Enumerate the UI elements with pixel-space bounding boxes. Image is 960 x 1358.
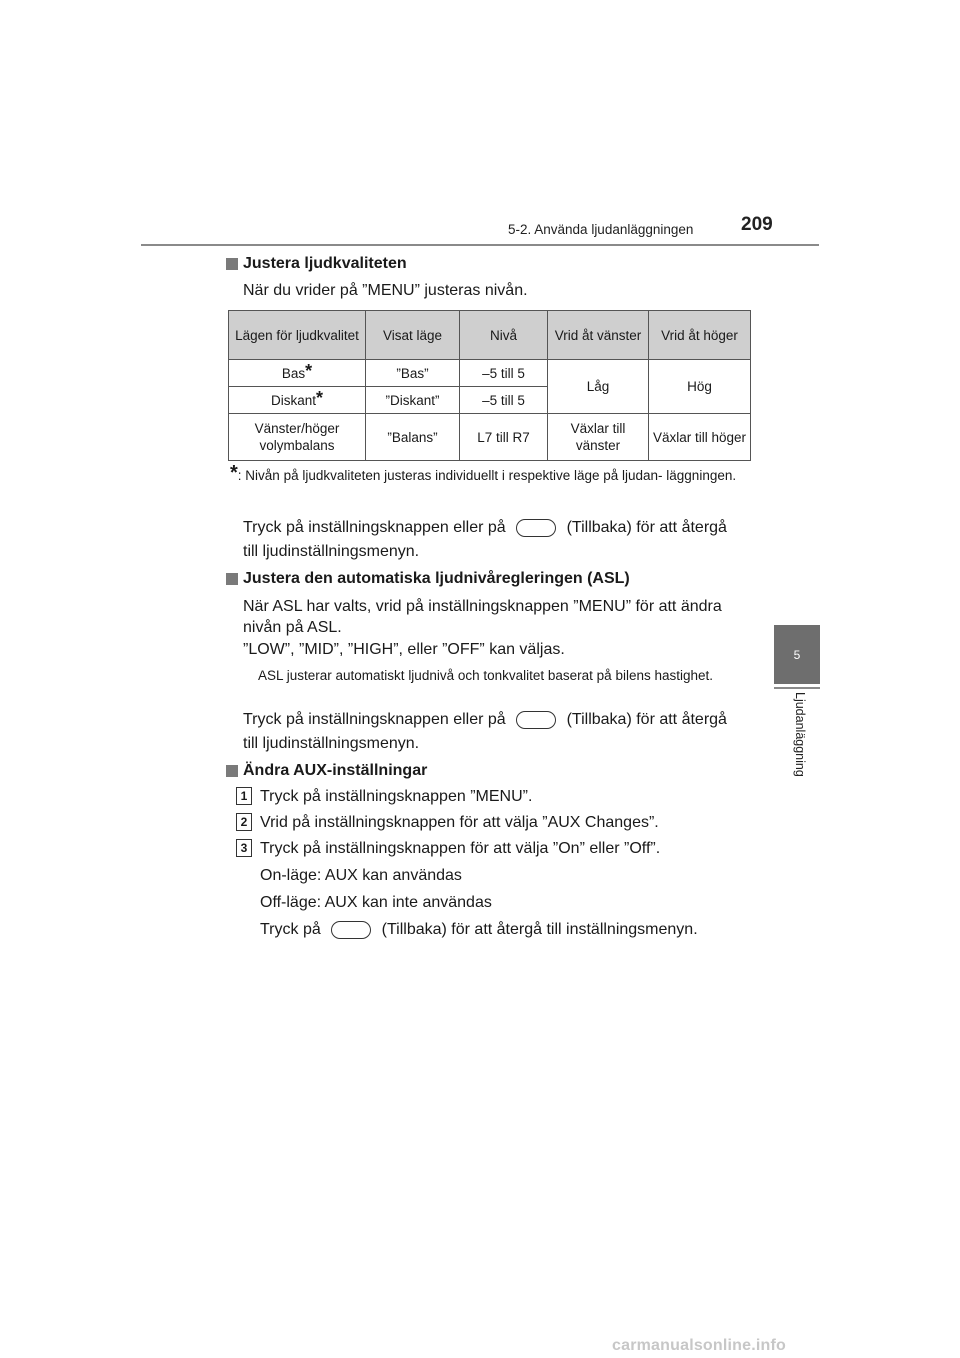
- chapter-tab-divider: [774, 687, 820, 689]
- asl-line-1: När ASL har valts, vrid på inställningsknappen ”MENU” för att ändra: [243, 598, 722, 615]
- step-text-2: Vrid på inställningsknappen för att välja ”AUX Changes”.: [260, 814, 659, 831]
- footnote-star: *: [316, 387, 324, 408]
- section-title: Ändra AUX-inställningar: [243, 762, 428, 779]
- instruction-text: Tryck på: [260, 921, 321, 938]
- table-cell: –5 till 5: [460, 360, 548, 387]
- table-header-cell: Vrid åt vänster: [548, 311, 649, 360]
- section-title: Justera ljudkvaliteten: [243, 255, 407, 272]
- table-header-cell: Lägen för ljudkvalitet: [229, 311, 366, 360]
- aux-on-mode: On-läge: AUX kan användas: [260, 867, 462, 884]
- table-header-row: [229, 311, 751, 360]
- quality-back-instruction: [243, 516, 745, 540]
- table-cell: ”Balans”: [366, 414, 460, 461]
- footnote-text: : Nivån på ljudkvaliteten justeras individuellt i respektive läge på ljudan- läggningen.: [237, 468, 737, 483]
- table-cell: Växlar till höger: [649, 414, 751, 461]
- instruction-text: (Tillbaka) för att återgå till inställningsmenyn.: [381, 921, 698, 938]
- section-heading-aux: [226, 762, 427, 780]
- quality-back-instruction-line2: till ljudinställningsmenyn.: [243, 543, 420, 560]
- table-row: [229, 414, 751, 461]
- header-divider: [141, 244, 819, 246]
- watermark: carmanualsonline.info: [612, 1337, 787, 1354]
- square-bullet-icon: [226, 765, 238, 777]
- step-number-2: 2: [236, 813, 252, 831]
- asl-note: ASL justerar automatiskt ljudnivå och tonkvalitet baserat på bilens hastighet.: [258, 668, 714, 683]
- step-number-3: 3: [236, 839, 252, 857]
- instruction-text: (Tillbaka) för att återgå: [566, 711, 727, 728]
- instruction-text: Tryck på inställningsknappen eller på: [243, 519, 506, 536]
- step-text-1: Tryck på inställningsknappen ”MENU”.: [260, 788, 533, 805]
- section-title: Justera den automatiska ljudnivåregleringen (ASL): [243, 570, 630, 587]
- table-cell: Låg: [548, 360, 649, 414]
- asl-line-3: ”LOW”, ”MID”, ”HIGH”, eller ”OFF” kan väljas.: [243, 641, 565, 658]
- mode-name: Diskant: [270, 392, 316, 408]
- section-heading-asl: [226, 570, 630, 588]
- table-header-cell: Visat läge: [366, 311, 460, 360]
- chapter-number: 5: [793, 647, 801, 662]
- table-cell: [229, 360, 366, 387]
- footnote-star: *: [305, 360, 313, 381]
- table-header-cell: Vrid åt höger: [649, 311, 751, 360]
- back-button-icon: [331, 921, 371, 939]
- quality-intro: När du vrider på ”MENU” justeras nivån.: [243, 282, 528, 299]
- sound-quality-table: [228, 310, 751, 461]
- table-cell: –5 till 5: [460, 387, 548, 414]
- section-heading-quality: [226, 255, 407, 273]
- instruction-text: Tryck på inställningsknappen eller på: [243, 711, 506, 728]
- table-cell: ”Diskant”: [366, 387, 460, 414]
- step-number-1: 1: [236, 787, 252, 805]
- square-bullet-icon: [226, 573, 238, 585]
- square-bullet-icon: [226, 258, 238, 270]
- table-cell: Växlar till vänster: [548, 414, 649, 461]
- page-number: 209: [741, 214, 773, 235]
- table-header-cell: Nivå: [460, 311, 548, 360]
- table-row: [229, 360, 751, 387]
- chapter-title: Ljudanläggning: [793, 692, 807, 777]
- table-cell: Vänster/höger volymbalans: [229, 414, 366, 461]
- table-cell: ”Bas”: [366, 360, 460, 387]
- instruction-text: (Tillbaka) för att återgå: [566, 519, 727, 536]
- section-header: 5-2. Använda ljudanläggningen: [508, 222, 694, 237]
- back-button-icon: [516, 519, 556, 537]
- asl-back-instruction-line2: till ljudinställningsmenyn.: [243, 735, 420, 752]
- asl-line-2: nivån på ASL.: [243, 619, 342, 636]
- aux-back-instruction: [260, 918, 698, 942]
- back-button-icon: [516, 711, 556, 729]
- step-text-3: Tryck på inställningsknappen för att välja ”On” eller ”Off”.: [260, 840, 661, 857]
- table-cell: [229, 387, 366, 414]
- footnote-marker: *: [230, 462, 238, 484]
- aux-off-mode: Off-läge: AUX kan inte användas: [260, 894, 492, 911]
- chapter-tab: [774, 625, 820, 684]
- table-cell: Hög: [649, 360, 751, 414]
- table-cell: L7 till R7: [460, 414, 548, 461]
- table-footnote: [230, 462, 744, 485]
- asl-back-instruction: [243, 708, 745, 732]
- mode-name: Bas: [281, 365, 306, 381]
